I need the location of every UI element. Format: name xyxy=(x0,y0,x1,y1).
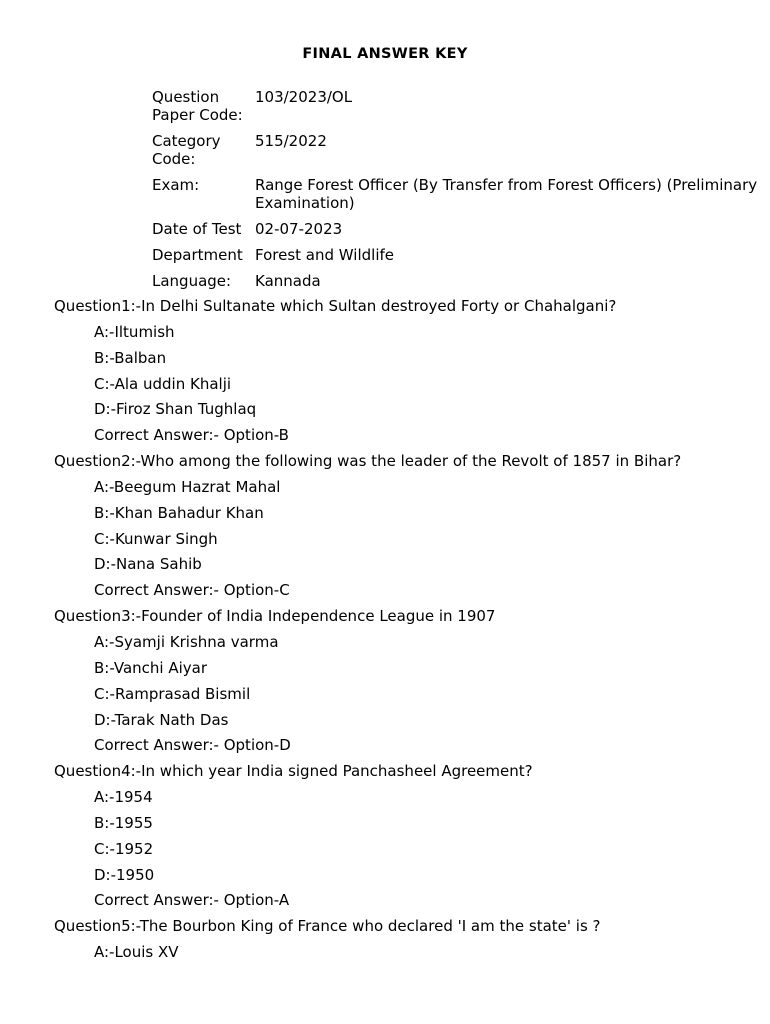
option-text: A:-Syamji Krishna varma xyxy=(94,632,279,651)
option-text: C:-1952 xyxy=(94,839,154,858)
option-text: B:-Khan Bahadur Khan xyxy=(94,503,264,522)
question-text: Question5:-The Bourbon King of France who declared 'I am the state' is ? xyxy=(54,917,601,936)
meta-key: Department xyxy=(152,246,243,264)
meta-row xyxy=(152,132,770,176)
meta-row xyxy=(152,246,770,272)
option-text: C:-Kunwar Singh xyxy=(94,529,218,548)
meta-key: Language: xyxy=(152,272,232,290)
correct-answer: Correct Answer:- Option-C xyxy=(94,581,290,600)
option-text: A:-Iltumish xyxy=(94,322,175,341)
option-text: C:-Ramprasad Bismil xyxy=(94,684,251,703)
meta-row xyxy=(152,88,770,132)
meta-row xyxy=(152,176,770,220)
option-text: B:-1955 xyxy=(94,813,153,832)
meta-key: Date of Test xyxy=(152,220,242,238)
question-text: Question1:-In Delhi Sultanate which Sultan destroyed Forty or Chahalgani? xyxy=(54,297,617,315)
question-text: Question2:-Who among the following was the leader of the Revolt of 1857 in Bihar? xyxy=(54,452,682,471)
meta-value: 515/2022 xyxy=(255,132,327,150)
exam-details-table xyxy=(152,88,770,298)
meta-row xyxy=(152,220,770,246)
question-text: Question3:-Founder of India Independence League in 1907 xyxy=(54,607,496,626)
correct-answer: Correct Answer:- Option-B xyxy=(94,426,289,445)
meta-key: Question Paper Code: xyxy=(152,88,243,124)
meta-value: 103/2023/OL xyxy=(255,88,353,106)
option-text: B:-Balban xyxy=(94,348,167,367)
meta-key: Category Code: xyxy=(152,132,221,168)
correct-answer: Correct Answer:- Option-A xyxy=(94,891,290,910)
option-text: D:-Tarak Nath Das xyxy=(94,710,229,729)
option-text: D:-Nana Sahib xyxy=(94,555,202,574)
meta-value: Forest and Wildlife xyxy=(255,246,394,264)
meta-key: Exam: xyxy=(152,176,200,194)
option-text: D:-Firoz Shan Tughlaq xyxy=(94,400,257,419)
option-text: A:-Beegum Hazrat Mahal xyxy=(94,477,281,496)
option-text: D:-1950 xyxy=(94,865,155,884)
correct-answer: Correct Answer:- Option-D xyxy=(94,736,291,755)
question-text: Question4:-In which year India signed Panchasheel Agreement? xyxy=(54,762,533,781)
page-title: FINAL ANSWER KEY xyxy=(302,46,468,62)
meta-value: Range Forest Officer (By Transfer from Forest Officers) (Preliminary Examination) xyxy=(255,176,758,212)
meta-value: 02-07-2023 xyxy=(255,220,343,238)
option-text: C:-Ala uddin Khalji xyxy=(94,374,232,393)
option-text: A:-1954 xyxy=(94,788,153,807)
option-text: A:-Louis XV xyxy=(94,943,179,962)
option-text: B:-Vanchi Aiyar xyxy=(94,658,208,677)
meta-value: Kannada xyxy=(255,272,321,290)
question-list xyxy=(54,294,754,966)
